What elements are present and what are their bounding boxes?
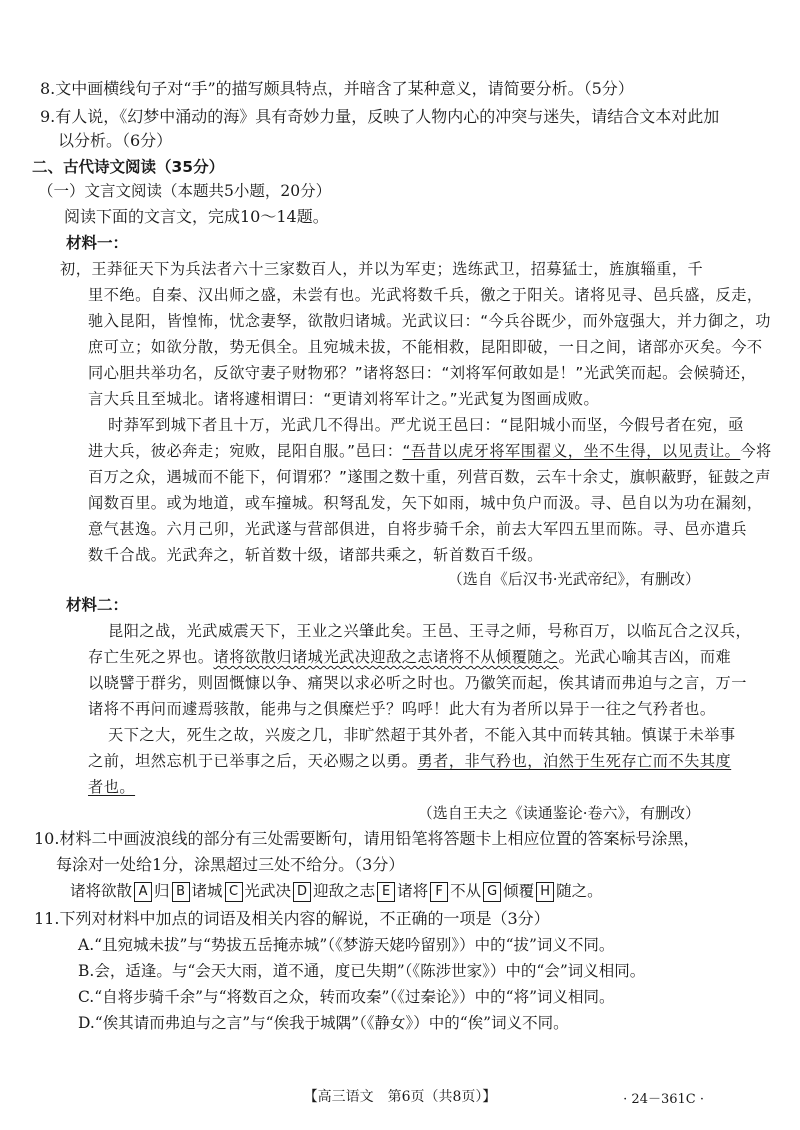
answer-segment: 随之。: [556, 882, 603, 900]
text-line: [88, 440, 772, 462]
answer-segment: 诸将: [397, 882, 429, 900]
text-line: 初，王莽征天下为兵法者六十三家数百人，并以为军吏；选练武卫，招募猛士，旌旗辎重，千: [60, 260, 704, 278]
text-line: 昆阳之战，光武威震天下，王业之兴肇此矣。王邑、王寻之师，号称百万，以临瓦合之汉兵，: [108, 622, 752, 640]
question-8: 8.文中画横线句子对“手”的描写颇具特点，并暗含了某种意义，请简要分析。（5分）: [40, 79, 634, 98]
material-2-label: 材料二：: [66, 596, 129, 614]
text-segment: 之前，坦然忘机于已举事之后，天必赐之以勇。: [88, 752, 418, 770]
answer-segment: 不从: [450, 882, 482, 900]
text-line: 闻数百里。或为地道，或车撞城。积弩乱发，矢下如雨，城中负户而汲。寻、邑自以为功在漏刻，: [88, 494, 763, 512]
material-1-source: （选自《后汉书·光武帝纪》，有删改）: [447, 570, 700, 588]
material-1-label: 材料一：: [66, 234, 129, 252]
text-line: 数千合战。光武奔之，斩首数十级，诸部共乘之，斩首数百千级。: [88, 546, 543, 564]
answer-segment: 诸城: [191, 882, 223, 900]
answer-segment: 光武决: [244, 882, 292, 900]
answer-segment: 归: [154, 882, 170, 900]
answer-box-b[interactable]: B: [172, 882, 190, 902]
answer-segment: 倾覆: [503, 882, 535, 900]
subsection-heading: （一）文言文阅读（本题共5小题，20分）: [38, 182, 332, 200]
underlined-sentence: “吾昔以虎牙将军围翟义，坐不生得，以见责让。: [402, 442, 741, 460]
text-line: 以晓譬于群劣，则固慨慷以争、痛哭以求必听之时也。乃徽笑而起，俟其请而弗迫与之言，万一: [88, 674, 747, 692]
answer-box-a[interactable]: A: [134, 882, 152, 902]
answer-box-f[interactable]: F: [430, 882, 448, 902]
question-10-line1: 10.材料二中画波浪线的部分有三处需要断句，请用铅笔将答题卡上相应位置的答案标号涂黑，: [34, 829, 700, 848]
option-d[interactable]: D.“俟其请而弗迫与之言”与“俟我于城隅”（《静女》）中的“俟”词义不同。: [78, 1014, 569, 1032]
text-line: [88, 776, 135, 798]
answer-box-h[interactable]: H: [536, 882, 554, 902]
option-b[interactable]: B.会，适逢。与“会天大雨，道不通，度已失期”（《陈涉世家》）中的“会”词义相同。: [78, 962, 646, 980]
text-line: 言大兵且至城北。诸将遽相谓曰：“更请刘将军计之。”光武复为图画成败。: [88, 390, 600, 408]
text-line: 诸将不再问而遽焉骇散，能弗与之俱糜烂乎？呜呼！此大有为者所以异于一往之气矜者也。: [88, 700, 716, 718]
answer-segment: 迎敌之志: [313, 882, 376, 900]
wavy-underlined-sentence: 诸将欲散归诸城光武决迎敌之志诸将不从倾覆随之: [213, 648, 559, 666]
text-line: 天下之大，死生之故，兴废之几，非旷然超于其外者，不能入其中而转其轴。慎谋于未举事: [108, 726, 736, 744]
text-segment: 今将: [740, 442, 772, 460]
question-11-stem: 11.下列对材料中加点的词语及相关内容的解说，不正确的一项是（3分）: [34, 909, 550, 928]
material-2-source: （选自王夫之《读通鉴论·卷六》，有删改）: [417, 804, 700, 822]
underlined-sentence: 者也。: [88, 778, 136, 796]
text-line: 百万之众，遇城而不能下，何谓邪？”遂围之数十重，列营百数，云车十余丈，旗帜蔽野，钲鼓之声: [88, 468, 771, 486]
text-line: 驰入昆阳，皆惶怖，忧念妻孥，欲散归诸城。光武议曰：“今兵谷既少，而外寇强大，并力御之，功: [88, 312, 771, 330]
answer-box-d[interactable]: D: [293, 882, 311, 902]
answer-segment: 诸将欲散: [70, 882, 133, 900]
option-c[interactable]: C.“自将步骑千余”与“将数百之众，转而攻秦”（《过秦论》）中的“将”词义相同。: [78, 988, 615, 1006]
option-a[interactable]: A.“且宛城未拔”与“势拔五岳掩赤城”（《梦游天姥吟留别》）中的“拔”词义不同。: [78, 936, 615, 954]
answer-box-g[interactable]: G: [483, 882, 501, 902]
text-line: [88, 646, 731, 668]
reading-instruction: 阅读下面的文言文，完成10～14题。: [64, 207, 329, 226]
page-footer: 【高三语文 第6页（共8页）】: [303, 1089, 497, 1105]
text-line: 里不绝。自秦、汉出师之盛，未尝有也。光武将数千兵，徼之于阳关。诸将见寻、邑兵盛，反走，: [88, 286, 763, 304]
question-10-answer-line: [70, 880, 603, 902]
text-segment: 。光武心喻其吉凶，而难: [558, 648, 732, 666]
text-segment: 进大兵，彼必奔走；宛败，昆阳自服。”邑曰：: [88, 442, 403, 460]
text-line: 庶可立；如欲分散，势无俱全。且宛城未拔，不能相救，昆阳即破，一日之间，诸部亦灭矣。今不: [88, 338, 763, 356]
text-line: 时莽军到城下者且十万，光武几不得出。严尤说王邑曰：“昆阳城小而坚，今假号者在宛，亟: [108, 416, 744, 434]
answer-box-e[interactable]: E: [377, 882, 395, 902]
question-10-line2: 每涂对一处给1分，涂黑超过三处不给分。（3分）: [56, 855, 405, 874]
paper-code: · 24－361C ·: [623, 1092, 704, 1107]
text-line: 同心胆共举功名，反欲守妻子财物邪？”诸将怒曰：“刘将军何敢如是！”光武笑而起。会候骑还，: [88, 364, 757, 382]
underlined-sentence: 勇者，非气矜也，泊然于生死存亡而不失其度: [417, 752, 732, 770]
text-line: 意气甚逸。六月己卯，光武遂与营部俱进，自将步骑千余，前去大军四五里而陈。寻、邑亦遣兵: [88, 520, 747, 538]
question-9-line2: 以分析。（6分）: [58, 131, 173, 150]
answer-box-c[interactable]: C: [225, 882, 243, 902]
text-segment: 存亡生死之界也。: [88, 648, 214, 666]
section-heading: 二、古代诗文阅读（35分）: [32, 158, 225, 176]
question-9-line1: 9.有人说，《幻梦中涌动的海》具有奇妙力量，反映了人物内心的冲突与迷失，请结合文本对此加: [40, 107, 720, 126]
text-line: [88, 750, 731, 772]
